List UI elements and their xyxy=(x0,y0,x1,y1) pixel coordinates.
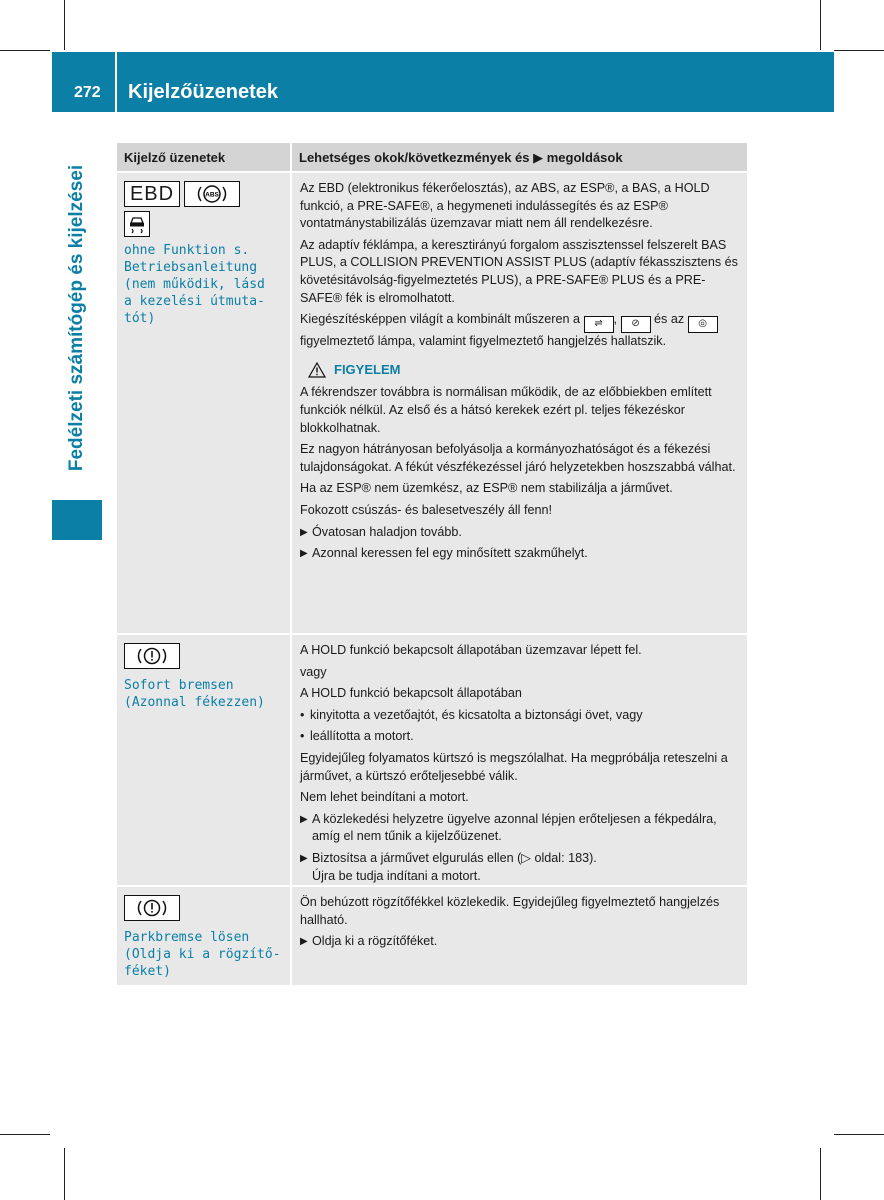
action-text: Biztosítsa a járművet elgurulás ellen (▷ oldal: 183). xyxy=(312,850,597,865)
arrow-bullet-icon: ▶ xyxy=(300,526,308,538)
arrow-bullet-icon: ▶ xyxy=(300,936,308,948)
action-text: A közlekedési helyzetre ügyelve azonnal lépjen erőteljesen a fékpedálra, amíg el nem tűnik a kijelzőüzenet. xyxy=(312,811,717,844)
page-title: Kijelzőüzenetek xyxy=(128,81,279,103)
warning-paragraph: A fékrendszer továbbra is normálisan működik, de az előbbiekben említett funkciók nélkül. Az első és a hátsó kerekek ezért pl. teljes fékezéskor blokkolhatnak. xyxy=(300,385,712,435)
abs-icon: ◎ xyxy=(688,316,718,333)
side-tab-marker xyxy=(52,500,102,540)
list-item-text: leállította a motort. xyxy=(310,729,414,744)
esp-off-icon: ⊘ xyxy=(621,316,651,333)
arrow-bullet-icon: ▶ xyxy=(300,548,308,560)
ebd-icon: EBD xyxy=(124,181,180,207)
header-divider xyxy=(115,52,117,112)
parking-brake-icon xyxy=(124,895,180,921)
abs-icon xyxy=(184,181,240,207)
causes-cell xyxy=(290,887,747,985)
action-text: Óvatosan haladjon tovább. xyxy=(312,524,462,539)
crop-mark xyxy=(834,50,884,51)
page-number: 272 xyxy=(74,84,101,101)
warning-paragraph: Fokozott csúszás- és balesetveszély áll fenn! xyxy=(300,502,552,517)
skid-car-icon xyxy=(124,211,150,237)
arrow-bullet-icon: ▶ xyxy=(300,852,308,864)
display-cell xyxy=(117,173,290,633)
text-fragment: , xyxy=(613,312,618,327)
action-continuation: Újra be tudja indítani a motort. xyxy=(312,868,481,883)
crop-mark xyxy=(64,0,65,50)
action-step xyxy=(300,545,740,563)
warning-title: FIGYELEM xyxy=(334,361,401,377)
action-text: Azonnal keressen fel egy minősített szakműhelyt. xyxy=(312,546,588,561)
cause-paragraph: Egyidejűleg folyamatos kürtszó is megszólalhat. Ha megpróbálja reteszelni a járművet, a kürtszó erőteljesebbé válik. xyxy=(300,750,728,783)
cause-paragraph: A HOLD funkció bekapcsolt állapotában xyxy=(300,686,522,701)
crop-mark xyxy=(820,0,821,50)
causes-cell xyxy=(290,173,747,633)
action-step xyxy=(300,524,740,542)
warning-paragraph: Ez nagyon hátrányosan befolyásolja a kormányozhatóságot és a fékezési tulajdonságokat. A fékút vészfékezéssel járó helyzetekben hoszszabbá válhat. xyxy=(300,442,736,474)
header-col-causes: Lehetséges okok/következmények és ▶ megoldások xyxy=(290,143,747,171)
action-step xyxy=(300,811,740,846)
side-chapter-label: Fedélzeti számítógép és kijelzései xyxy=(66,164,87,472)
display-cell xyxy=(117,887,290,985)
cause-paragraph: Nem lehet beindítani a motort. xyxy=(300,790,469,805)
text-fragment: és az xyxy=(654,312,685,327)
cause-paragraph xyxy=(300,311,740,351)
text-fragment: Kiegészítésképpen világít a kombinált műszeren a xyxy=(300,312,581,327)
cause-paragraph: Az adaptív féklámpa, a keresztirányú forgalom asszisztenssel felszerelt BAS PLUS, a COLLISION PREVENTION ASSIST PLUS (adaptív fékasszisztens és követésitávolság-figyelmeztetés PLUS), a PRE-SAFE® PLUS és a PRE-SAFE® fék is elromolhatott. xyxy=(300,237,738,305)
list-item xyxy=(300,728,740,746)
display-message-text: ohne Funktion s. Betriebsanleitung (nem működik, lásd a kezelési útmuta- tót) xyxy=(124,243,265,326)
display-message-text: Sofort bremsen (Azonnal fékezzen) xyxy=(124,678,265,710)
indicator-icons xyxy=(124,181,244,237)
cause-paragraph: vagy xyxy=(300,664,327,679)
table-row xyxy=(117,885,747,985)
skid-car-icon: ⇌ xyxy=(584,316,614,333)
warning-heading xyxy=(308,361,740,379)
crop-mark xyxy=(0,50,50,51)
action-step xyxy=(300,933,740,951)
cause-paragraph: Ön behúzott rögzítőfékkel közlekedik. Egyidejűleg figyelmeztető hangjelzés hallható. xyxy=(300,895,720,927)
action-text: Oldja ki a rögzítőféket. xyxy=(312,934,438,949)
crop-mark xyxy=(64,1148,65,1200)
bullet-dot-icon: • xyxy=(300,729,305,744)
bullet-dot-icon: • xyxy=(300,707,305,722)
crop-mark xyxy=(0,1134,50,1135)
svg-text:ABS: ABS xyxy=(205,191,219,199)
header-col-display: Kijelző üzenetek xyxy=(124,150,226,165)
text-fragment: figyelmeztető lámpa, valamint figyelmeztető hangjelzés hallatszik. xyxy=(300,334,667,349)
cause-paragraph: Az EBD (elektronikus fékerőelosztás), az ABS, az ESP®, a BAS, a HOLD funkció, a PRE-SAFE®, a hegymeneti indulássegítés és az ESP® vontatmánystabilizálás üzemzavar miatt nem áll rendelkezésre. xyxy=(300,181,710,231)
message-table xyxy=(117,143,747,985)
list-item-text: kinyitotta a vezetőajtót, és kicsatolta a biztonsági övet, vagy xyxy=(310,707,643,722)
brake-warning-icon xyxy=(124,643,180,669)
action-step xyxy=(300,850,740,868)
causes-cell xyxy=(290,635,747,885)
warning-paragraph: Ha az ESP® nem üzemkész, az ESP® nem stabilizálja a járművet. xyxy=(300,481,673,496)
arrow-bullet-icon: ▶ xyxy=(300,813,308,825)
cause-paragraph: A HOLD funkció bekapcsolt állapotában üzemzavar lépett fel. xyxy=(300,643,642,657)
crop-mark xyxy=(820,1148,821,1200)
display-cell xyxy=(117,635,290,885)
table-header xyxy=(117,143,747,171)
list-item xyxy=(300,707,740,725)
table-row xyxy=(117,633,747,885)
display-message-text: Parkbremse lösen (Oldja ki a rögzítő- féket) xyxy=(124,930,281,979)
warning-triangle-icon xyxy=(308,362,326,378)
crop-mark xyxy=(834,1134,884,1135)
table-row xyxy=(117,171,747,633)
